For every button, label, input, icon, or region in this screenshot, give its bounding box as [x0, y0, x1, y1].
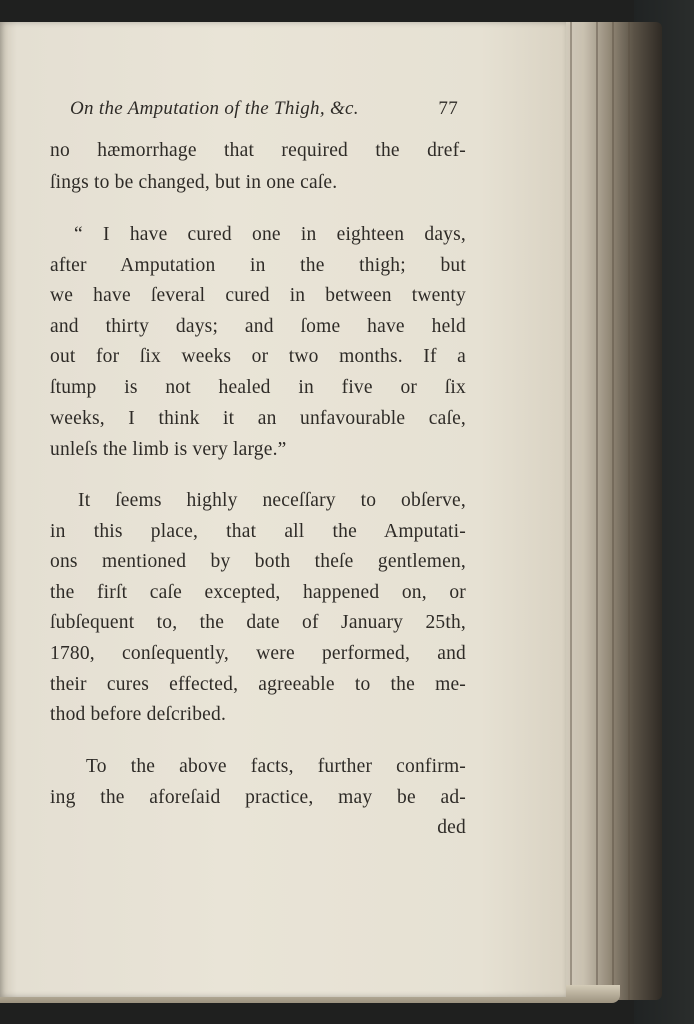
catchword: ded	[437, 817, 466, 838]
text-line: ing the aforeſaid practice, may be ad-	[50, 787, 466, 808]
text-line: weeks, I think it an unfavourable caſe,	[50, 408, 466, 429]
text-line: in this place, that all the Amputati-	[50, 521, 466, 542]
page-edges	[550, 22, 662, 1000]
text-line: their cures effected, agreeable to the me-	[50, 674, 466, 695]
text-line: and thirty days; and ſome have held	[50, 316, 466, 337]
text-line: It ſeems highly neceſſary to obſerve,	[78, 490, 466, 511]
text-line: 1780, conſequently, were performed, and	[50, 643, 466, 664]
running-header	[70, 98, 470, 128]
text-line: no hæmorrhage that required the dref-	[50, 140, 466, 161]
text-line: ſtump is not healed in five or ſix	[50, 377, 466, 398]
text-line: out for ſix weeks or two months. If a	[50, 346, 466, 367]
header-title: On the Amputation of the Thigh, &c.	[70, 98, 359, 119]
text-line: unleſs the limb is very large.”	[50, 439, 287, 460]
text-line: after Amputation in the thigh; but	[50, 255, 466, 276]
text-line: “ I have cured one in eighteen days,	[74, 224, 466, 245]
text-line: ons mentioned by both theſe gentlemen,	[50, 551, 466, 572]
text-line: we have ſeveral cured in between twenty	[50, 285, 466, 306]
text-line: ſings to be changed, but in one caſe.	[50, 172, 338, 193]
text-line: To the above facts, further confirm-	[86, 756, 466, 777]
text-line: the firſt caſe excepted, happened on, or	[50, 582, 466, 603]
text-line: ſubſequent to, the date of January 25th,	[50, 612, 466, 633]
page-number: 77	[438, 98, 458, 119]
text-line: thod before deſcribed.	[50, 704, 227, 725]
